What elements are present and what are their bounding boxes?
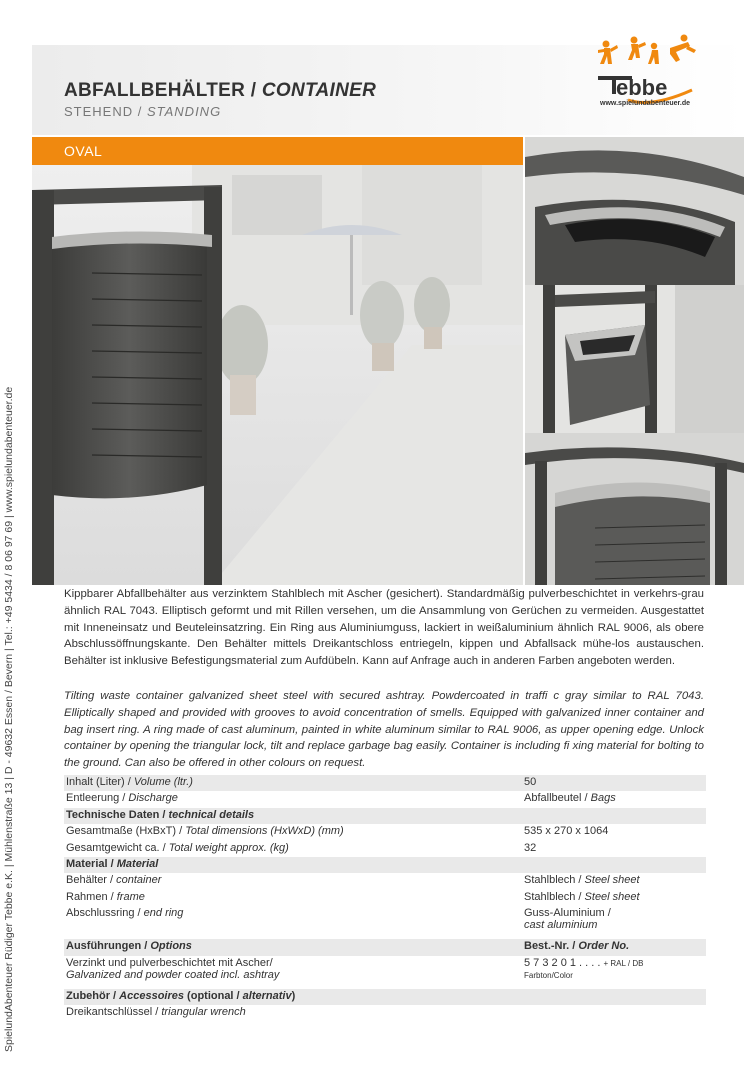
section-title: OVAL (64, 143, 103, 159)
spec-row-frame: Rahmen / frame Stahlblech / Steel sheet (66, 890, 640, 903)
logo-text: ebbe (616, 75, 668, 100)
logo-url: www.spielundabenteuer.de (600, 100, 690, 107)
spec-heading-material: Material / Material (64, 857, 706, 873)
spec-row-end-ring: Abschlussring / end ring Guss-Aluminium / cast aluminium (66, 907, 611, 932)
spec-row-discharge: Entleerung / Discharge Abfallbeutel / Bags (66, 792, 616, 805)
detail-photo-middle (525, 285, 744, 433)
description-english: Tilting waste container galvanized sheet steel with secured ashtray. Powdercoated in traffi c gray similar to RAL 7043. Elliptically shaped and provided with grooves to avoid concentration of smells. Equipped with galvanized inner container and bag insert ring. A ring made of cast aluminum, painted in white aluminum similar to RAL 9006, as upper opening edge. Unlock container by opening the triangular lock, tilt and replace garbage bag easily. Container is including fi xing material for bolting to the ground. Can also be offered in other colours on request. (64, 690, 704, 770)
spec-heading-accessories: Zubehör / Accessoires (optional / alternativ) (64, 989, 706, 1005)
detail-photo-top (525, 137, 744, 285)
section-bar (32, 137, 523, 165)
spec-row-volume: Inhalt (Liter) / Volume (ltr.) 50 (64, 775, 706, 791)
main-product-photo (32, 165, 523, 585)
spec-row-weight: Gesamtgewicht ca. / Total weight approx. (kg) 32 (66, 841, 537, 854)
playing-figures-icon (598, 35, 696, 65)
spec-row-container: Behälter / container Stahlblech / Steel sheet (66, 874, 640, 887)
page-subtitle: STEHEND / STANDING (64, 104, 222, 119)
spec-row-dimensions: Gesamtmaße (HxBxT) / Total dimensions (HxWxD) (mm) 535 x 270 x 1064 (66, 825, 609, 838)
page-title: ABFALLBEHÄLTER / CONTAINER (64, 80, 377, 101)
spec-heading-technical: Technische Daten / technical details (64, 808, 706, 824)
spec-heading-options: Ausführungen / Options Best.-Nr. / Order No. (64, 939, 706, 955)
detail-photo-bottom (525, 433, 744, 585)
spec-row-wrench: Dreikantschlüssel / triangular wrench (66, 1005, 246, 1018)
spec-row-option-1: Verzinkt und pulverbeschichtet mit Ascher/ Galvanized and powder coated incl. ashtray 5 7 3 2 0 1 . . . . + RAL / DB Farbton/Color (66, 956, 644, 981)
order-number: 5 7 3 2 0 1 . . . . (524, 956, 601, 969)
spec-table (64, 775, 706, 1021)
description-german: Kippbarer Abfallbehälter aus verzinktem Stahlblech mit Ascher (gesichert). Standardmäßig pulverbeschichtet in verkehrs-grau ähnlich RAL 7043. Elliptisch geformt und mit Rillen versehen, um die Ansammlung von Gerüchen zu vermeiden. Ausgestattet mit Inneneinsatz und Beuteleinsatzring. Ein Ring aus Aluminiumguss, lackiert in weißaluminium ähnlich RAL 9006, als obere Abschlussöffnungskante. Den Behälter mittels Dreikantschloss entriegeln, kippen und Abfallsack mühe-los austauschen. Behälter ist inklusive Befestigungsmaterial zum Aufdübeln. Kann auf Anfrage auch in anderen Farben angeboten werden. (64, 588, 704, 668)
side-contact-text: SpielundAbenteuer Rüdiger Tebbe e.K. | Mühlenstraße 13 | D - 49632 Essen / Bevern | Tel.: +49 5434 / 8 06 97 69 | www.spielundabenteuer.de (3, 386, 15, 1052)
